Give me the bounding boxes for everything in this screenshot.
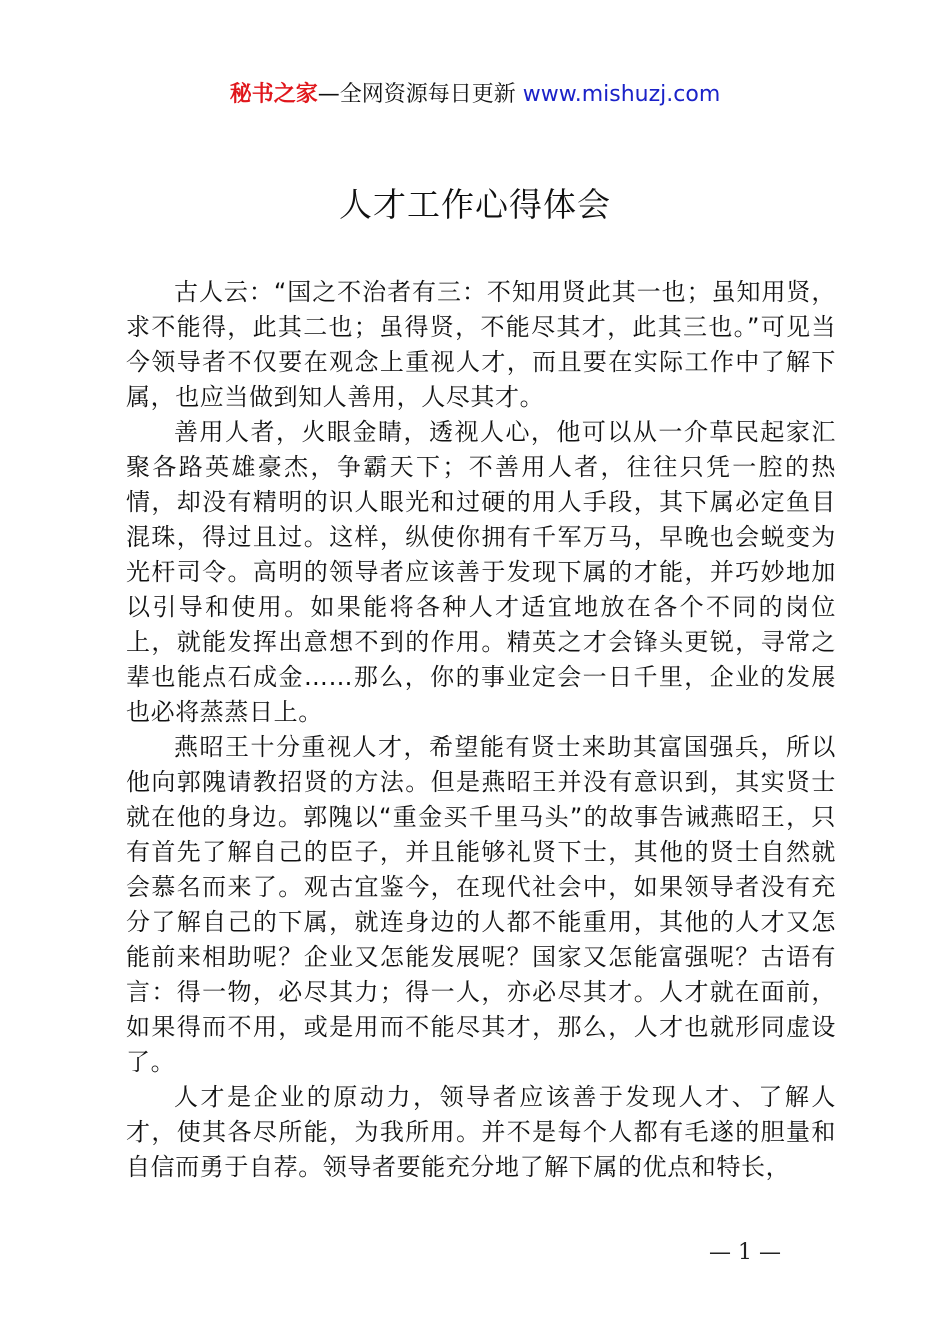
site-brand: 秘书之家: [229, 82, 318, 107]
site-tagline: —全网资源每日更新: [317, 82, 523, 107]
site-header: [0, 80, 950, 110]
paragraph: 善用人者，火眼金睛，透视人心，他可以从一介草民起家汇聚各路英雄豪杰，争霸天下；不善用人者，往往只凭一腔的热情，却没有精明的识人眼光和过硬的用人手段，其下属必定鱼目混珠，得过且过。这样，纵使你拥有千军万马，早晚也会蜕变为光杆司令。高明的领导者应该善于发现下属的才能，并巧妙地加以引导和使用。如果能将各种人才适宜地放在各个不同的岗位上，就能发挥出意想不到的作用。精英之才会锋头更锐，寻常之辈也能点石成金……那么，你的事业定会一日千里，企业的发展也必将蒸蒸日上。: [126, 418, 836, 726]
paragraph: 古人云：“国之不治者有三：不知用贤此其一也；虽知用贤，求不能得，此其二也；虽得贤，不能尽其才，此其三也。”可见当今领导者不仅要在观念上重视人才，而且要在实际工作中了解下属，也应当做到知人善用，人尽其才。: [126, 278, 836, 411]
document-body: [126, 275, 836, 1185]
document-title: 人才工作心得体会: [339, 185, 611, 224]
paragraph: 燕昭王十分重视人才，希望能有贤士来助其富国强兵，所以他向郭隗请教招贤的方法。但是燕昭王并没有意识到，其实贤士就在他的身边。郭隗以“重金买千里马头”的故事告诫燕昭王，只有首先了解自己的臣子，并且能够礼贤下士，其他的贤士自然就会慕名而来了。观古宜鉴今，在现代社会中，如果领导者没有充分了解自己的下属，就连身边的人都不能重用，其他的人才又怎能前来相助呢？企业又怎能发展呢？国家又怎能富强呢？古语有言：得一物，必尽其力；得一人，亦必尽其才。人才就在面前，如果得而不用，或是用而不能尽其才，那么，人才也就形同虚设了。: [126, 733, 836, 1076]
paragraph: 人才是企业的原动力，领导者应该善于发现人才、了解人才，使其各尽所能，为我所用。并不是每个人都有毛遂的胆量和自信而勇于自荐。领导者要能充分地了解下属的优点和特长，: [126, 1083, 836, 1181]
site-url-link[interactable]: www.mishuzj.com: [522, 82, 721, 107]
page-number: — 1 —: [709, 1240, 781, 1265]
